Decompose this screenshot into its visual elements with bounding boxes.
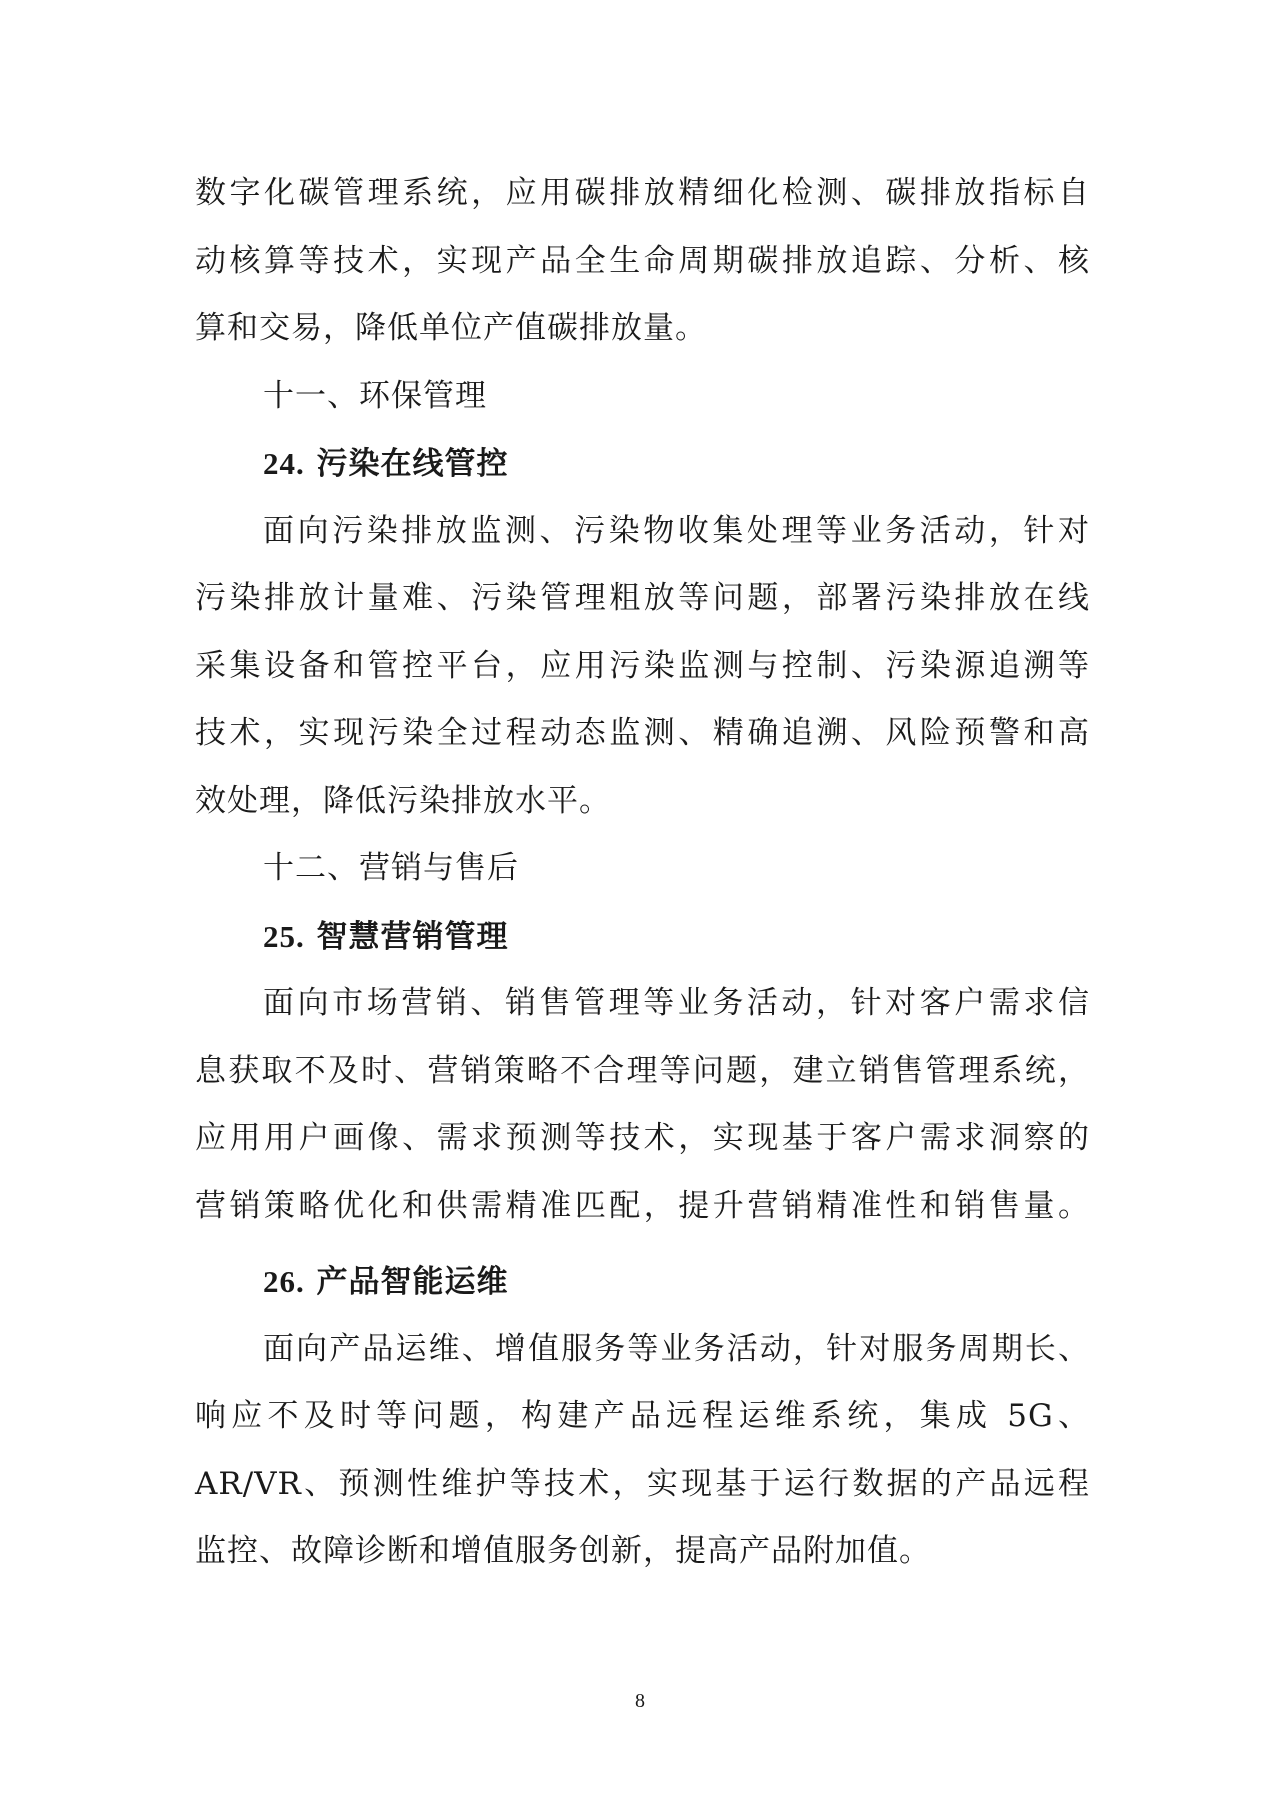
- text-line: 算和交易，降低单位产值碳排放量。: [195, 310, 707, 346]
- text-line: 效处理，降低污染排放水平。: [195, 782, 611, 819]
- text-line: 营销策略优化和供需精准匹配，提升营销精准性和销售量。: [195, 1187, 1090, 1224]
- text-line: 采集设备和管控平台，应用污染监测与控制、污染源追溯等: [195, 647, 1090, 684]
- text-line: 息获取不及时、营销策略不合理等问题，建立销售管理系统，: [195, 1052, 1090, 1089]
- subsection-heading-24: [195, 430, 1090, 498]
- text-line: 应用用户画像、需求预测等技术，实现基于客户需求洞察的: [195, 1120, 1090, 1156]
- subsection-heading-25: [195, 903, 1090, 971]
- subsection-title: 污染在线管控: [316, 446, 509, 482]
- paragraph-smart-maintenance: [195, 1316, 1090, 1586]
- text-line: 监控、故障诊断和增值服务创新，提高产品附加值。: [195, 1533, 931, 1569]
- subsection-title: 智慧营销管理: [316, 918, 509, 955]
- subsection-title: 产品智能运维: [316, 1264, 509, 1300]
- subsection-heading-26: [195, 1248, 1090, 1316]
- subsection-number: 26.: [263, 1264, 305, 1299]
- text-line: 面向市场营销、销售管理等业务活动，针对客户需求信: [263, 985, 1090, 1021]
- paragraph-pollution-control: [195, 498, 1090, 836]
- text-line: 污染排放计量难、污染管理粗放等问题，部署污染排放在线: [195, 580, 1090, 616]
- text-line: 数字化碳管理系统，应用碳排放精细化检测、碳排放指标自: [195, 175, 1090, 211]
- subsection-number: 24.: [263, 446, 305, 481]
- text-line: 面向污染排放监测、污染物收集处理等业务活动，针对: [263, 512, 1090, 549]
- text-line: AR/VR、预测性维护等技术，实现基于运行数据的产品远程: [195, 1465, 1090, 1502]
- text-line: 面向产品运维、增值服务等业务活动，针对服务周期长、: [263, 1330, 1090, 1367]
- page-number: 8: [635, 1690, 645, 1712]
- text-line: 动核算等技术，实现产品全生命周期碳排放追踪、分析、核: [195, 242, 1090, 279]
- paragraph-smart-marketing: [195, 970, 1090, 1240]
- subsection-number: 25.: [263, 918, 305, 954]
- section-heading-environmental: 十一、环保管理: [263, 377, 487, 414]
- section-heading-marketing: 十二、营销与售后: [263, 850, 519, 886]
- text-line: 技术，实现污染全过程动态监测、精确追溯、风险预警和高: [195, 715, 1090, 751]
- paragraph-carbon-management: [195, 160, 1090, 363]
- text-line: 响应不及时等问题，构建产品远程运维系统，集成 5G、: [195, 1398, 1090, 1434]
- document-body: [195, 160, 1090, 1586]
